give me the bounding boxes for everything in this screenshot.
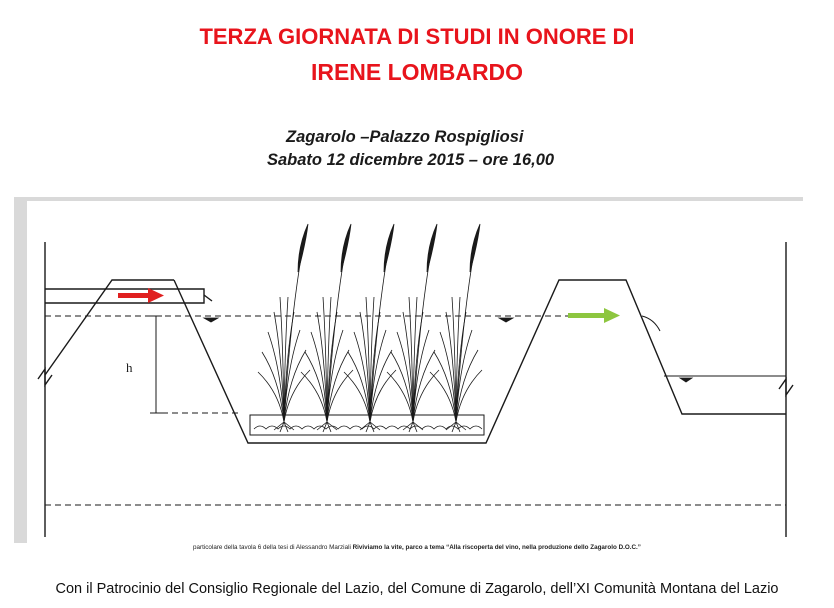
reed-plant bbox=[344, 224, 396, 432]
reed-plant bbox=[430, 224, 482, 432]
caption-title: Riviviamo la vite, parco a tema “Alla riscoperta del vino, nella produzione dello Zagarolo D.O.C.” bbox=[352, 544, 641, 551]
reed-plant bbox=[258, 224, 310, 432]
inflow-arrow bbox=[118, 288, 164, 303]
wetland-section-drawing bbox=[14, 197, 803, 543]
figure-frame-top bbox=[14, 197, 803, 201]
patronage-footer: Con il Patrocinio del Consiglio Regionale del Lazio, del Comune di Zagarolo, dell’XI Comunità Montana del Lazio bbox=[55, 581, 779, 597]
wetland-section-figure bbox=[14, 197, 803, 543]
outflow-arrow bbox=[568, 308, 620, 323]
event-date: Sabato 12 dicembre 2015 – ore 16,00 bbox=[267, 151, 555, 169]
inflow-pipe-end bbox=[204, 295, 212, 301]
left-break-mark bbox=[38, 369, 52, 385]
h-label: h bbox=[126, 360, 133, 375]
reed-plants bbox=[258, 224, 482, 432]
water-marker-right bbox=[499, 318, 513, 322]
water-marker-left bbox=[204, 318, 218, 322]
water-marker-outlet bbox=[680, 378, 692, 382]
figure-frame-left bbox=[14, 197, 27, 543]
reed-plant bbox=[387, 224, 439, 432]
reed-plant bbox=[301, 224, 353, 432]
right-break-mark bbox=[779, 379, 793, 395]
caption-prefix: particolare della tavola 6 della tesi di Alessandro Marziali bbox=[193, 544, 353, 551]
figure-caption bbox=[0, 544, 834, 551]
event-venue: Zagarolo –Palazzo Rospigliosi bbox=[286, 128, 524, 146]
title-line-2: IRENE LOMBARDO bbox=[310, 59, 524, 85]
basin-outline bbox=[174, 280, 786, 443]
title-line-1: TERZA GIORNATA DI STUDI IN ONORE DI bbox=[199, 24, 635, 49]
